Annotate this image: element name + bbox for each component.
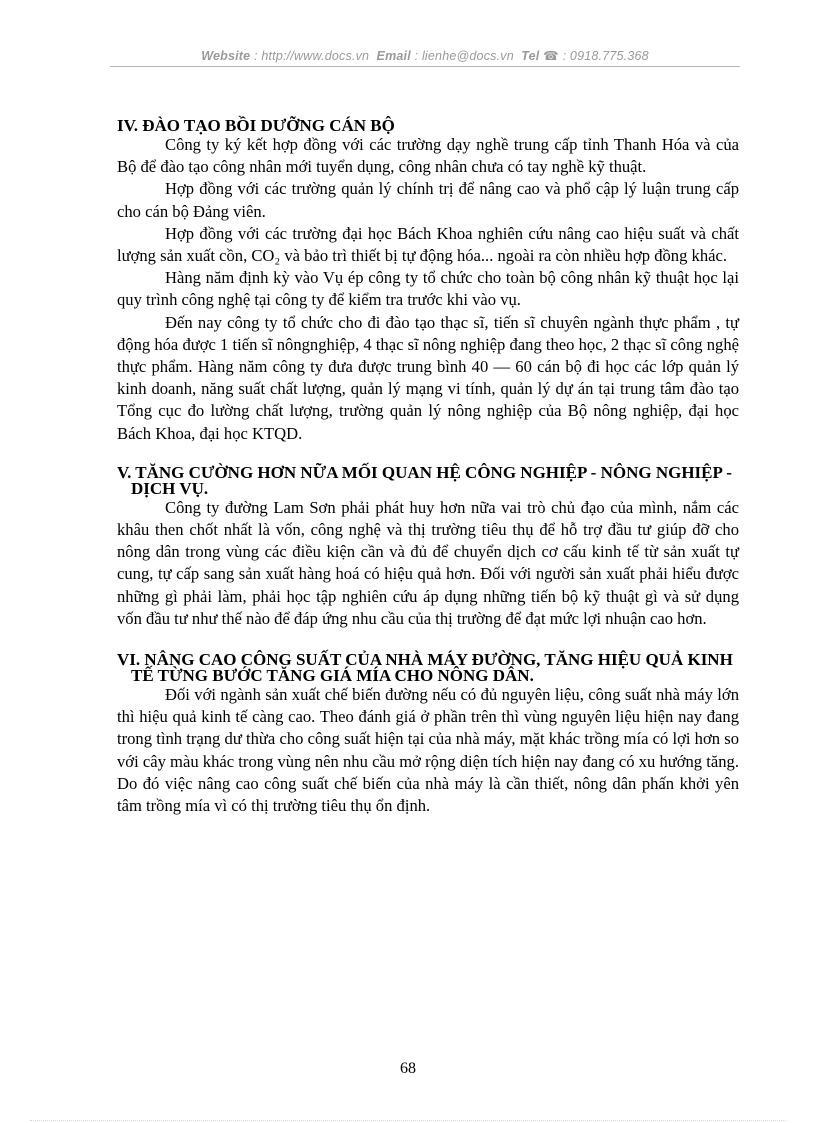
section-heading-iv: IV. ĐÀO TẠO BỒI DƯỠNG CÁN BỘ [117, 116, 395, 135]
section-iv-paragraph: Công ty ký kết hợp đồng với các trường dạy nghề trung cấp tỉnh Thanh Hóa và của Bộ để đào tạo công nhân mới tuyển dụng, công nhân chưa có tay nghề kỹ thuật. [117, 135, 739, 177]
page-body [117, 114, 739, 817]
section-iv-paragraph: Đến nay công ty tổ chức cho đi đào tạo thạc sĩ, tiến sĩ chuyên ngành thực phẩm , tự động hóa được 1 tiến sĩ nôngnghiệp, 4 thạc sĩ nông nghiệp đang theo học, 2 thạc sĩ công nghệ thực phẩm. Hàng năm công ty đưa được trung bình 40 — 60 cán bộ đi học các lớp quản lý kinh doanh, năng suất chất lượng, quản lý mạng vi tính, quản lý dự án tại trung tâm đào tạo Tổng cục đo lường chất lượng, trường quản lý nông nghiệp của Bộ nông nghiệp, đại học Bách Khoa, đại học KTQD. [117, 312, 739, 443]
email-label: Email [376, 49, 411, 63]
email-value[interactable]: : lienhe@docs.vn [414, 49, 514, 63]
website-value[interactable]: : http://www.docs.vn [254, 49, 370, 63]
tel-label: Tel [521, 49, 540, 63]
tel-value: ☎ : 0918.775.368 [543, 49, 649, 63]
bottom-divider [30, 1120, 786, 1121]
section-heading-v: V. TĂNG CƯỜNG HƠN NỮA MỐI QUAN HỆ CÔNG NGHIỆP - NÔNG NGHIỆP - DỊCH VỤ. [117, 462, 732, 498]
header-divider [110, 66, 740, 67]
section-heading-vi: VI. NÂNG CAO CÔNG SUẤT CỦA NHÀ MÁY ĐƯỜNG, TĂNG HIỆU QUẢ KINH TẾ TỪNG BƯỚC TĂNG GIÁ MÍA CHO NÔNG DÂN. [117, 650, 733, 686]
section-iv-paragraph: Hợp đồng với các trường đại học Bách Khoa nghiên cứu nâng cao hiệu suất và chất lượng sản xuất cồn, CO₂ và bảo trì thiết bị tự động hóa... ngoài ra còn nhiều hợp đồng khác. [117, 223, 739, 266]
section-v-paragraph: Công ty đường Lam Sơn phải phát huy hơn nữa vai trò chủ đạo của mình, nắm các khâu then chốt nhất là vốn, công nghệ và thị trường tiêu thụ để hỗ trợ đầu tư giúp đỡ cho nông dân trong vùng các điều kiện cần và đủ để chuyển dịch cơ cấu kinh tế từ sản xuất tự cung, tự cấp sang sản xuất hàng hoá có hiệu quả hơn. Đối với người sản xuất phải hiểu được những gì phải làm, phải học tập nghiên cứu áp dụng những tiến bộ kỹ thuật gì và sử dụng vốn đầu tư như thế nào để đáp ứng nhu cầu của thị trường để đạt mức lợi nhuận cao hơn. [117, 497, 739, 628]
page-number: 68 [400, 1060, 416, 1077]
page-header [110, 48, 740, 63]
section-vi-paragraph: Đối với ngành sản xuất chế biến đường nếu có đủ nguyên liệu, công suất nhà máy lớn thì hiệu quả kinh tế càng cao. Theo đánh giá ở phần trên thì vùng nguyên liệu hiện nay đang trong tình trạng dư thừa cho công suất hiện tại của nhà máy, mặt khác trồng mía có lợi hơn so với cây màu khác trong vùng nên nhu cầu mở rộng diện tích hiện nay đang có xu hướng tăng. Do đó việc nâng cao công suất chế biến của nhà máy là cần thiết, nông dân phấn khởi yên tâm trồng mía vì có thị trường tiêu thụ ổn định. [117, 685, 739, 816]
section-iv-paragraph: Hợp đồng với các trường quản lý chính trị để nâng cao và phổ cập lý luận trung cấp cho cán bộ Đảng viên. [117, 179, 739, 221]
website-label: Website [201, 49, 251, 63]
section-iv-paragraph: Hàng năm định kỳ vào Vụ ép công ty tổ chức cho toàn bộ công nhân kỹ thuật học lại quy trình công nghệ tại công ty để kiểm tra trước khi vào vụ. [117, 268, 739, 310]
